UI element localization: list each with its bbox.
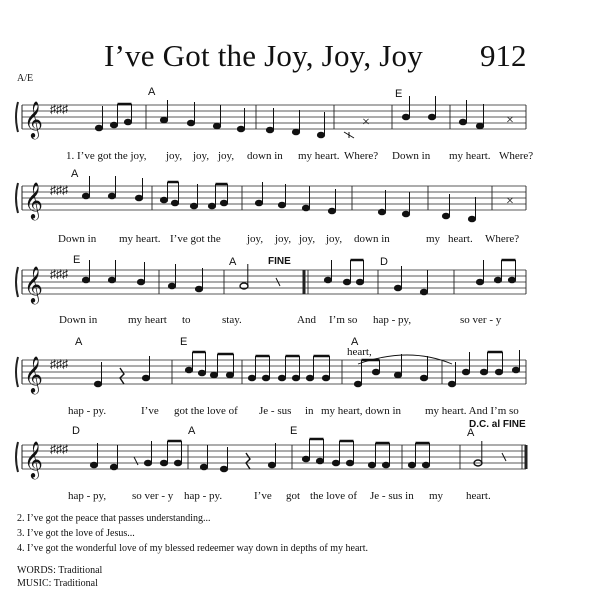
lyric-syllable: Where? — [485, 233, 520, 245]
stanza-4: 4. I’ve got the wonderful love of my blessed redeemer way down in depths of my heart. — [17, 543, 369, 554]
chord-symbol: A — [188, 425, 196, 437]
lyric-syllable: joy, — [218, 150, 235, 162]
lyric-syllable: down in — [247, 150, 283, 162]
chord-symbol: D — [380, 256, 388, 268]
lyric-syllable: got the love of — [174, 405, 238, 417]
lyric-syllable: my heart. — [449, 150, 491, 162]
svg-text:×: × — [362, 115, 370, 130]
lyric-syllable: got — [286, 490, 301, 502]
lyric-syllable: 1. I’ve got the joy, — [66, 150, 147, 162]
svg-text:𝄞: 𝄞 — [24, 101, 43, 137]
lyric-syllable: my heart. And I’m so — [425, 405, 519, 417]
svg-text:♯♯♯: ♯♯♯ — [50, 442, 68, 456]
chord-symbol: E — [395, 88, 403, 100]
lyric-syllable: down in — [354, 233, 390, 245]
chord-symbol: A — [351, 336, 359, 348]
lyric-syllable: my heart — [128, 314, 167, 326]
chord-symbol: E — [180, 336, 188, 348]
staff-5 — [14, 425, 534, 485]
key-signature-label: A/E — [17, 73, 34, 84]
lyric-syllable: hap - py. — [68, 405, 107, 417]
additional-stanzas — [17, 511, 368, 556]
fine-marker: FINE — [268, 256, 291, 267]
staff-1 — [14, 80, 534, 140]
lyric-syllable: joy, — [247, 233, 264, 245]
lyric-syllable: I’m so — [329, 314, 358, 326]
stanza-2: 2. I’ve got the peace that passes understanding... — [17, 513, 211, 524]
lyric-syllable: Je - sus — [259, 405, 292, 417]
lyric-syllable: hap - py, — [373, 314, 412, 326]
lyric-syllable: in — [305, 405, 314, 417]
lyric-syllable: my heart, down in — [321, 405, 402, 417]
svg-text:♯♯♯: ♯♯♯ — [50, 183, 68, 197]
lyric-syllable: joy, — [326, 233, 343, 245]
lyric-syllable: Down in — [59, 314, 98, 326]
dc-al-fine-marker: D.C. al FINE — [469, 419, 526, 430]
svg-text:♯♯♯: ♯♯♯ — [50, 267, 68, 281]
chord-symbol: E — [290, 425, 298, 437]
lyric-syllable: so ver - y — [460, 314, 502, 326]
chord-symbol: D — [72, 425, 80, 437]
svg-text:×: × — [506, 113, 514, 128]
lyric-syllable: joy, — [299, 233, 316, 245]
lyric-syllable: to — [182, 314, 191, 326]
svg-text:𝄞: 𝄞 — [24, 441, 43, 477]
lyric-syllable: hap - py. — [184, 490, 223, 502]
lyric-syllable: heart. — [448, 233, 473, 245]
lyric-syllable: my — [426, 233, 441, 245]
words-credit: WORDS: Traditional — [17, 565, 103, 576]
chord-symbol: A — [75, 336, 83, 348]
hymn-title: I’ve Got the Joy, Joy, Joy — [104, 38, 423, 73]
lyric-syllable: I’ve — [254, 490, 272, 502]
lyric-syllable: I’ve got the — [170, 233, 221, 245]
lyric-syllable: the love of — [310, 490, 358, 502]
svg-text:×: × — [506, 194, 514, 209]
credits — [17, 564, 102, 590]
lyric-syllable: Down in — [392, 150, 431, 162]
hymn-number: 912 — [480, 38, 527, 73]
chord-symbol: E — [73, 254, 81, 266]
lyric-syllable: Je - sus in — [370, 490, 414, 502]
lyric-syllable: my heart. — [298, 150, 340, 162]
lyric-syllable: so ver - y — [132, 490, 174, 502]
svg-text:♯♯♯: ♯♯♯ — [50, 357, 68, 371]
staff-2 — [14, 168, 534, 228]
lyric-syllable: joy, — [275, 233, 292, 245]
chord-symbol: A — [467, 427, 475, 439]
lyric-syllable: joy, — [193, 150, 210, 162]
chord-symbol: A — [229, 256, 237, 268]
chord-symbol: A — [71, 168, 79, 180]
staff-4 — [14, 338, 534, 398]
stanza-3: 3. I’ve got the love of Jesus... — [17, 528, 135, 539]
lyric-syllable: heart. — [466, 490, 491, 502]
lyric-syllable: hap - py, — [68, 490, 107, 502]
lyric-held-word: heart, — [347, 346, 372, 358]
lyric-syllable: Where? — [344, 150, 379, 162]
chord-symbol: A — [148, 86, 156, 98]
lyric-syllable: Down in — [58, 233, 97, 245]
lyric-syllable: I’ve — [141, 405, 159, 417]
lyric-syllable: my — [429, 490, 444, 502]
svg-text:♯♯♯: ♯♯♯ — [50, 102, 68, 116]
lyric-syllable: Where? — [499, 150, 534, 162]
lyric-syllable: my heart. — [119, 233, 161, 245]
svg-text:𝄞: 𝄞 — [24, 182, 43, 218]
svg-text:𝄞: 𝄞 — [24, 356, 43, 392]
svg-text:𝄞: 𝄞 — [24, 266, 43, 302]
lyric-syllable: stay. — [222, 314, 242, 326]
music-credit: MUSIC: Traditional — [17, 578, 98, 589]
lyric-syllable: And — [297, 314, 316, 326]
lyric-syllable: joy, — [166, 150, 183, 162]
